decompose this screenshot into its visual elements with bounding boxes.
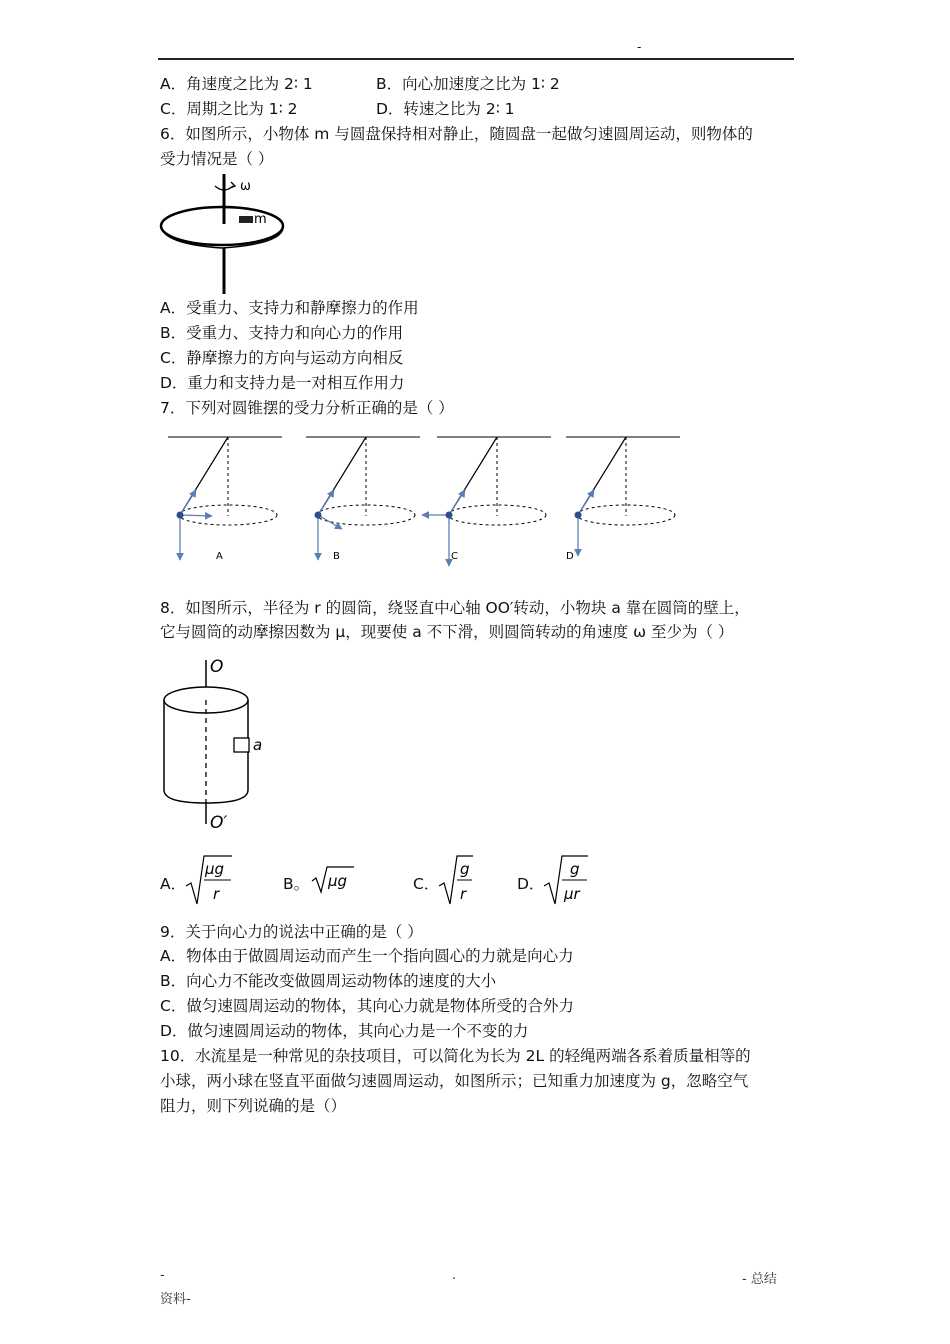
q8-a-numerator: μg xyxy=(205,860,225,878)
q10-stem-line1: 10．水流星是一种常见的杂技项目，可以简化为长为 2L 的轻绳两端各系着质量相等的 xyxy=(160,1047,751,1065)
q6-stem-line2: 受力情况是（ ） xyxy=(160,150,274,168)
q6-small-object xyxy=(239,216,253,223)
q7-diagram-b xyxy=(306,437,420,562)
q6-mass-label: m xyxy=(254,212,267,227)
q9-option-d: D．做匀速圆周运动的物体，其向心力是一个不变的力 xyxy=(160,1022,529,1040)
q8-c-denominator: r xyxy=(460,885,467,903)
q8-d-denominator: μr xyxy=(564,885,580,903)
q7-conical-pendulum-figures xyxy=(160,428,685,570)
q8-block-a xyxy=(234,738,249,752)
q8-option-a-expr xyxy=(184,852,234,908)
q6-option-d: D．重力和支持力是一对相互作用力 xyxy=(160,374,405,392)
q7-label-a: A xyxy=(216,551,223,562)
q8-option-b-expr xyxy=(310,864,356,896)
q8-option-d-label: D． xyxy=(517,875,545,893)
q8-option-c-expr xyxy=(437,852,475,908)
q8-axis-top-label: O xyxy=(210,657,224,677)
footer-right: - 总结 xyxy=(742,1272,777,1287)
q8-block-label: a xyxy=(253,736,263,754)
q8-option-b-label: B。 xyxy=(283,875,310,893)
q7-stem: 7．下列对圆锥摆的受力分析正确的是（ ） xyxy=(160,399,454,417)
q5-option-a: A．角速度之比为 2∶ 1 xyxy=(160,75,313,93)
q8-b-radicand: μg xyxy=(328,872,348,890)
q5-option-b: B．向心加速度之比为 1∶ 2 xyxy=(376,75,560,93)
q7-label-d: D xyxy=(566,551,574,562)
q8-a-denominator: r xyxy=(213,885,220,903)
q7-label-b: B xyxy=(333,551,340,562)
footer-left: - xyxy=(160,1268,165,1283)
q5-option-d: D．转速之比为 2∶ 1 xyxy=(376,100,515,118)
q6-option-b: B．受重力、支持力和向心力的作用 xyxy=(160,324,404,342)
q6-option-a: A．受重力、支持力和静摩擦力的作用 xyxy=(160,299,419,317)
q7-diagram-d xyxy=(566,437,680,562)
q8-option-a-label: A． xyxy=(160,875,187,893)
q9-stem: 9．关于向心力的说法中正确的是（ ） xyxy=(160,923,423,941)
q5-option-c: C．周期之比为 1∶ 2 xyxy=(160,100,298,118)
q9-option-b: B．向心力不能改变做圆周运动物体的速度的大小 xyxy=(160,972,497,990)
q8-option-d-expr xyxy=(542,852,590,908)
q8-stem-line2: 它与圆筒的动摩擦因数为 μ，现要使 a 不下滑，则圆筒转动的角速度 ω 至少为（ ） xyxy=(160,623,734,641)
q6-option-c: C．静摩擦力的方向与运动方向相反 xyxy=(160,349,404,367)
header-rule xyxy=(158,58,794,60)
q6-rotating-disc-figure xyxy=(155,172,290,297)
q10-stem-line2: 小球，两小球在竖直平面做匀速圆周运动，如图所示；已知重力加速度为 g，忽略空气 xyxy=(160,1072,749,1090)
header-mark: - xyxy=(637,40,642,54)
q7-label-c: C xyxy=(451,551,458,562)
footer-bottom: 资料- xyxy=(160,1292,191,1307)
q10-stem-line3: 阻力，则下列说确的是（） xyxy=(160,1097,347,1115)
footer-center: . xyxy=(452,1268,457,1283)
q8-cylinder-figure xyxy=(158,652,273,832)
q8-axis-bottom-label: O′ xyxy=(210,813,228,832)
q9-option-a: A．物体由于做圆周运动而产生一个指向圆心的力就是向心力 xyxy=(160,947,574,965)
q7-diagram-c xyxy=(422,437,551,566)
q8-c-numerator: g xyxy=(460,860,470,878)
q8-d-numerator: g xyxy=(570,860,580,878)
q6-stem-line1: 6．如图所示，小物体 m 与圆盘保持相对静止，随圆盘一起做匀速圆周运动，则物体的 xyxy=(160,125,753,143)
q8-stem-line1: 8．如图所示，半径为 r 的圆筒，绕竖直中心轴 OO′转动，小物块 a 靠在圆筒的壁上， xyxy=(160,599,750,617)
q7-diagram-a xyxy=(168,437,282,562)
q8-option-c-label: C． xyxy=(413,875,440,893)
q6-omega-label: ω xyxy=(240,179,251,194)
q9-option-c: C．做匀速圆周运动的物体，其向心力就是物体所受的合外力 xyxy=(160,997,574,1015)
